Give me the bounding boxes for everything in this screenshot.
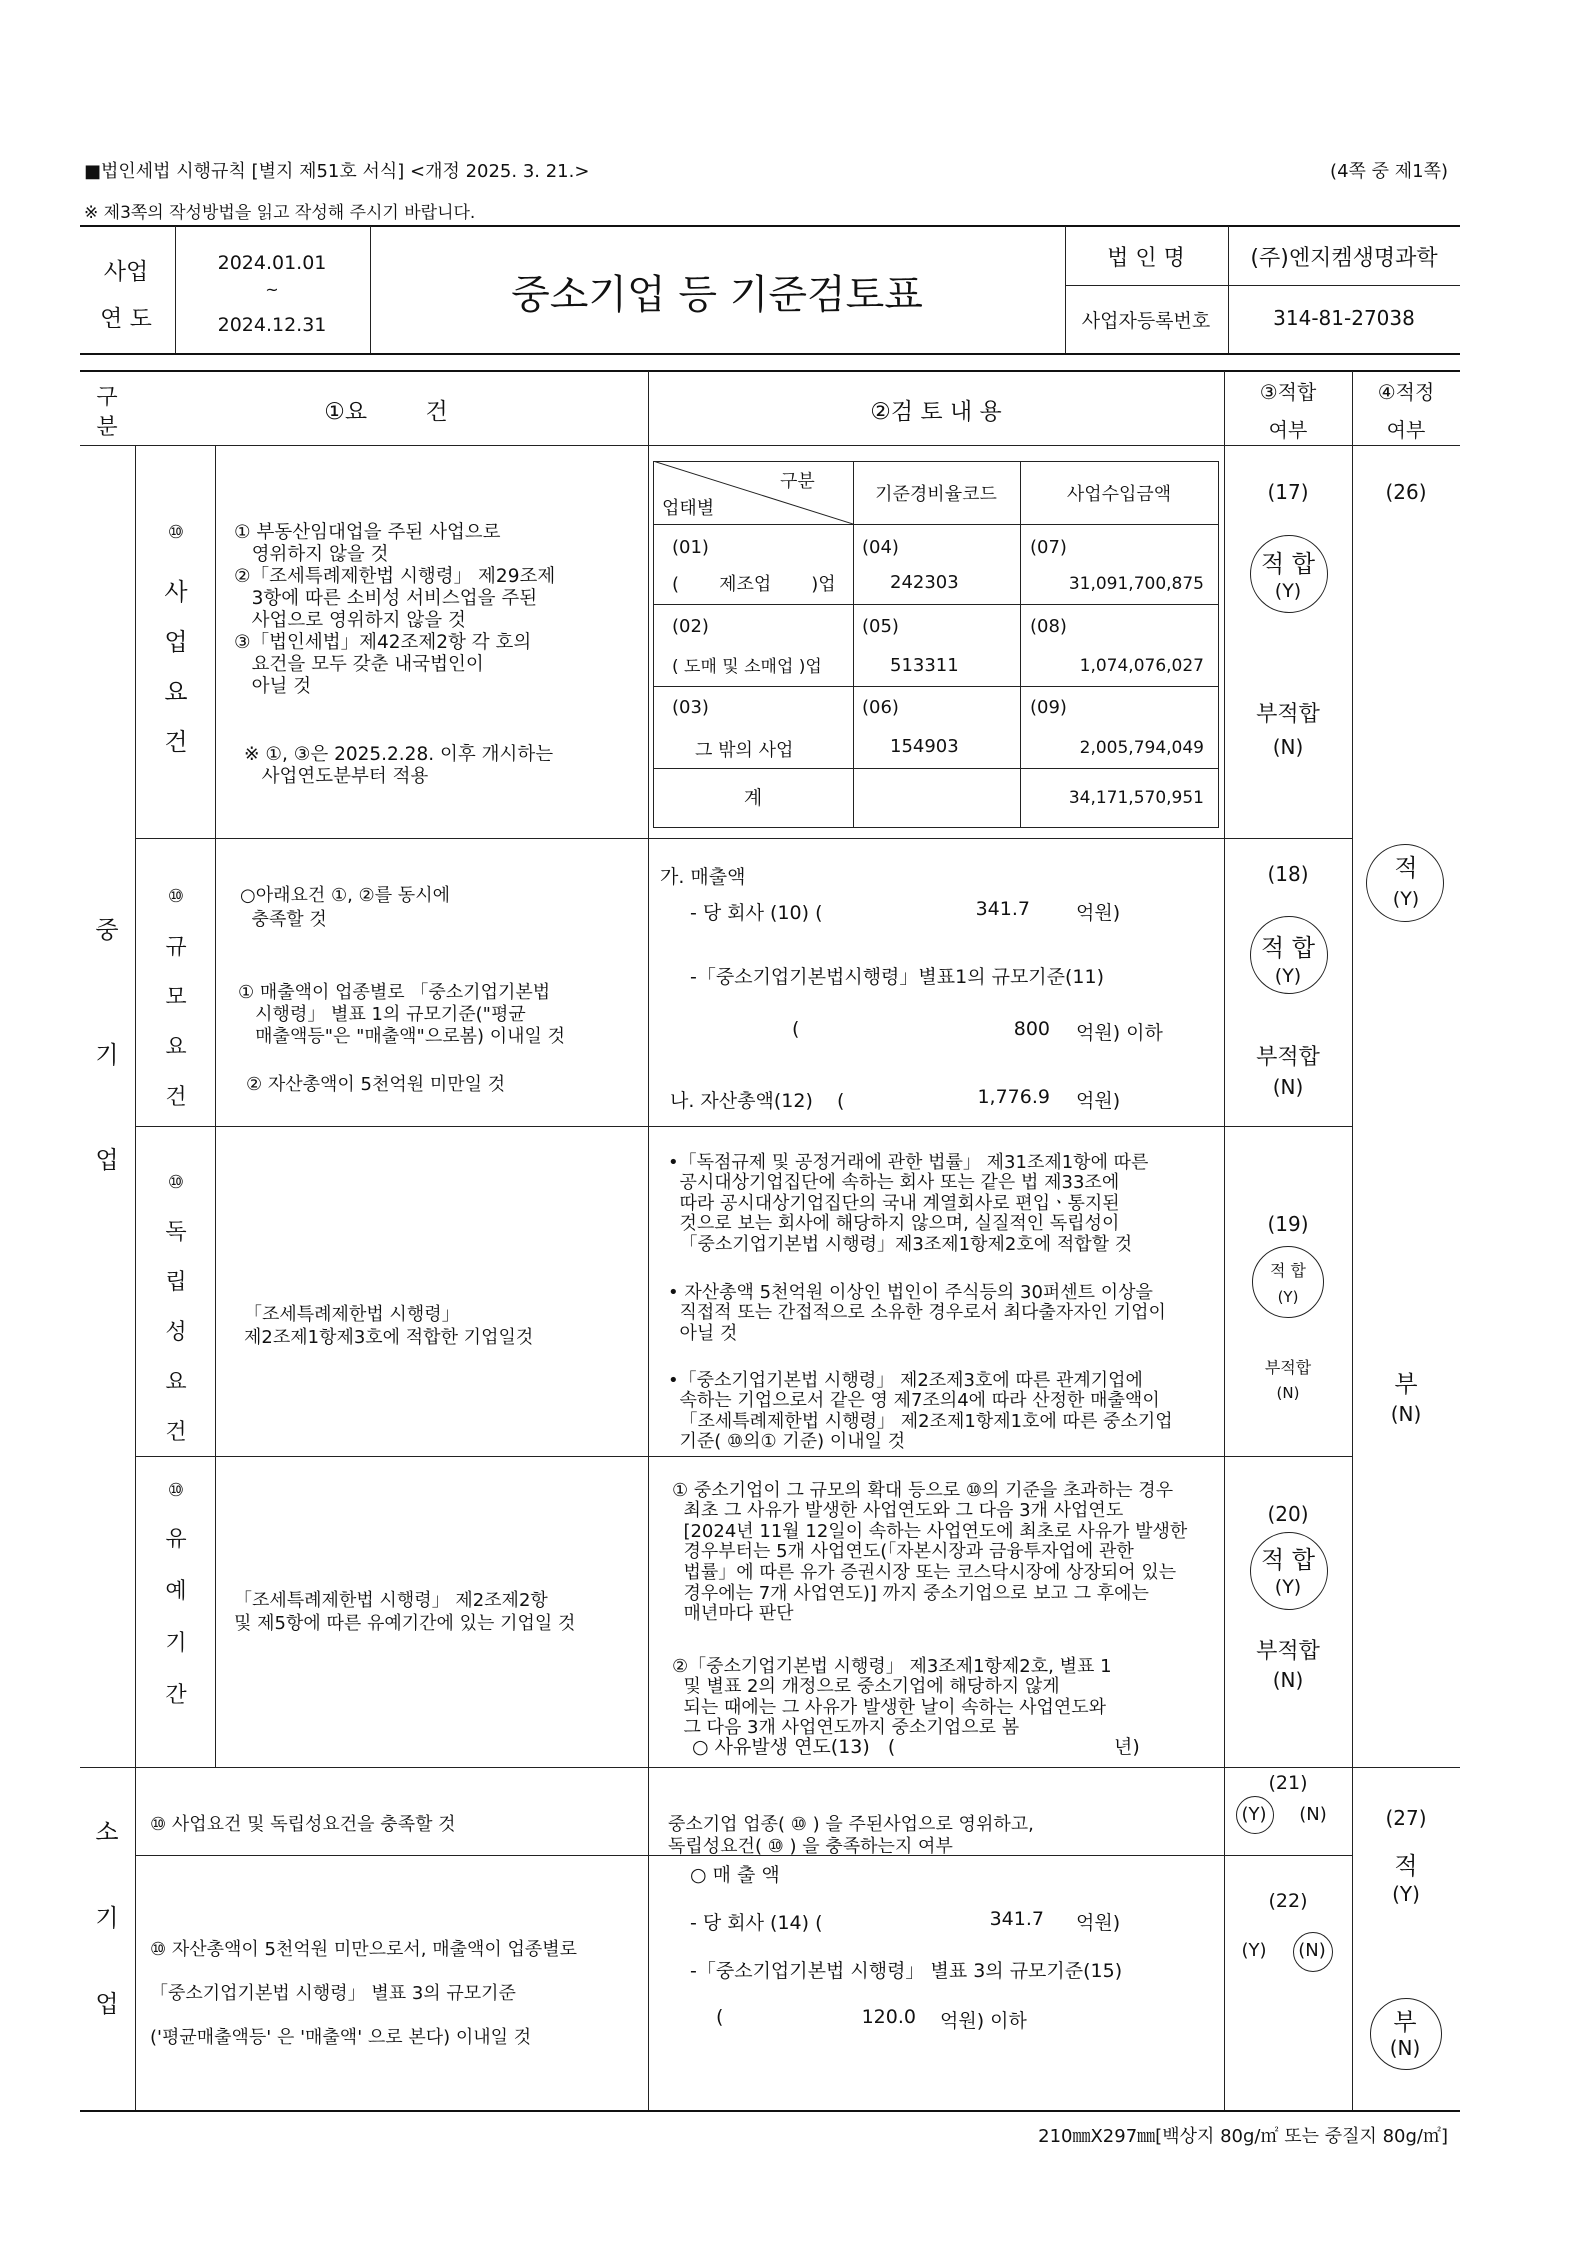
row104-review-3-unit: 년) (1114, 1736, 1140, 1758)
row103-number: ⑩ (167, 1172, 185, 1193)
row102-fit: 적 합 (1261, 934, 1315, 962)
row102-fit-number: (18) (1267, 862, 1309, 886)
row104-label-2: 예 (165, 1579, 187, 1604)
reg-no-label: 사업자등록번호 (1081, 310, 1211, 332)
col-requirements: ①요 건 (324, 399, 448, 425)
period-end: 2024.12.31 (217, 314, 327, 336)
sme-appropriate-y: (Y) (1392, 888, 1420, 910)
form-reference: ■법인세법 시행규칙 [별지 제51호 서식] <개정 2025. 3. 21.> (84, 161, 590, 182)
row104-review-2: ②「중소기업기본법 시행령」 제3조제1항제2호, 별표 1 및 별표 2의 개정으로 중소기업에 해당하지 않게 되는 때에는 그 사유가 발생한 날이 속하는 사업연도와 그 다음 3개 사업연도까지 중소기업으로 봄 (672, 1655, 1112, 1739)
table-diag-top: 구분 (780, 471, 815, 492)
row104-unfit-n: (N) (1272, 1668, 1304, 1692)
row102-review-b-value: 1,776.9 (977, 1086, 1050, 1108)
row102-req-1: ① 매출액이 업종별로 「중소기업기본법 시행령」 별표 1의 규모기준("평균 매출액등"은 "매출액"으로봄) 이내일 것 (238, 982, 566, 1047)
row102-fit-y: (Y) (1274, 965, 1302, 987)
row106-review-a1-value: 341.7 (989, 1908, 1044, 1930)
notice: ※ 제3쪽의 작성방법을 읽고 작성해 주시기 바랍니다. (84, 203, 476, 223)
row102-label-4: 건 (165, 1085, 187, 1110)
row106-review-a: ○ 매 출 액 (690, 1864, 780, 1886)
table-row3-no3: (09) (1030, 697, 1067, 718)
row104-fit-y: (Y) (1274, 1576, 1302, 1598)
table-row2-business: ( 도매 및 소매업 )업 (672, 657, 822, 677)
col-fit-2: 여부 (1268, 418, 1308, 442)
corp-name-label: 법 인 명 (1107, 246, 1185, 271)
row104-label-4: 간 (165, 1683, 187, 1708)
row101-number: ⑩ (167, 522, 185, 543)
row102-review-a3-unit: 억원) 이하 (1076, 1022, 1163, 1044)
table-row1-code: 242303 (890, 572, 959, 593)
table-row2-no1: (02) (672, 616, 709, 637)
row102-review-b-unit: 억원) (1076, 1090, 1121, 1112)
row103-fit: 적 합 (1270, 1261, 1306, 1280)
row106-review-a1-unit: 억원) (1076, 1912, 1121, 1934)
document-title: 중소기업 등 기준검토표 (511, 272, 923, 318)
row103-fit-number: (19) (1267, 1212, 1309, 1236)
period-tilde: ~ (265, 280, 279, 299)
row104-fit: 적 합 (1261, 1546, 1315, 1574)
table-row1-amount: 31,091,700,875 (1068, 574, 1204, 594)
section-small-char-1: 소 (95, 1818, 119, 1846)
section-sme-char-3: 업 (95, 1146, 119, 1174)
row105-requirement: ⑩ 사업요건 및 독립성요건을 충족할 것 (150, 1814, 456, 1835)
row104-fit-number: (20) (1267, 1502, 1309, 1526)
row102-review-a2: -「중소기업기본법시행령」별표1의 규모기준(11) (690, 966, 1105, 988)
year-label-2: 연 도 (100, 306, 152, 332)
row103-label-1: 독 (165, 1220, 187, 1245)
col-appropriate-2: 여부 (1386, 418, 1426, 442)
row106-fit-number: (22) (1268, 1890, 1308, 1912)
row101-unfit-n: (N) (1272, 735, 1304, 759)
row104-review-3: ○ 사유발생 연도(13) ( (692, 1736, 896, 1758)
table-row2-amount: 1,074,076,027 (1079, 656, 1204, 676)
row103-unfit-n: (N) (1276, 1384, 1300, 1402)
period-start: 2024.01.01 (217, 252, 327, 274)
row102-review-a3-value: 800 (1013, 1018, 1050, 1040)
row101-label-3: 요 (164, 678, 188, 706)
row102-review-a1-value: 341.7 (975, 898, 1030, 920)
row103-label-2: 립 (165, 1270, 187, 1295)
col-appropriate-1: ④적정 (1377, 380, 1435, 404)
row104-requirements: 「조세특례제한법 시행령」 제2조제2항 및 제5항에 따른 유예기간에 있는 기업일 것 (234, 1590, 576, 1634)
sme-appropriate-fit: 적 (1394, 854, 1418, 882)
row103-fit-y: (Y) (1277, 1288, 1299, 1306)
row106-requirement: ⑩ 자산총액이 5천억원 미만으로서, 매출액이 업종별로 「중소기업기본법 시행령」 별표 3의 규모기준 ('평균매출액등' 은 '매출액' 으로 본다) 이내일 것 (150, 1939, 578, 2048)
row105-fit-number: (21) (1268, 1772, 1308, 1794)
table-row3-business: 그 밖의 사업 (695, 740, 794, 761)
row102-label-1: 규 (165, 935, 187, 960)
row102-unfit-n: (N) (1272, 1075, 1304, 1099)
row101-fit: 적 합 (1261, 550, 1315, 578)
table-diag-bottom: 업태별 (662, 498, 715, 519)
table-row2-no3: (08) (1030, 616, 1067, 637)
row106-y: (Y) (1241, 1940, 1267, 1961)
row101-fit-number: (17) (1267, 480, 1309, 504)
row103-label-3: 성 (165, 1320, 187, 1345)
sme-appropriate-n: (N) (1390, 1402, 1422, 1426)
small-appropriate-no: (27) (1385, 1806, 1427, 1830)
row104-label-3: 기 (165, 1631, 187, 1656)
row101-requirements: ① 부동산임대업을 주된 사업으로 영위하지 않을 것 ②「조세특례제한법 시행령」 제29조제 3항에 따른 소비성 서비스업을 주된 사업으로 영위하지 않을 것 ③「법인세법」제42조제2항 각 호의 요건을 모두 갖춘 내국법인이 아닐 것 (234, 522, 556, 697)
row101-label-2: 업 (164, 628, 188, 656)
row102-review-a1-unit: 억원) (1076, 902, 1121, 924)
row104-number: ⑩ (167, 1480, 185, 1501)
paper-spec: 210㎜X297㎜[백상지 80g/㎡ 또는 중질지 80g/㎡] (1038, 2126, 1448, 2147)
reg-no: 314-81-27038 (1273, 306, 1415, 330)
col-category-2: 분 (96, 415, 118, 440)
sme-appropriate-unfit: 부 (1394, 1370, 1418, 1398)
row106-review-a3-unit: 억원) 이하 (940, 2010, 1027, 2032)
row103-review-1: •「독점규제 및 공정거래에 관한 법률」 제31조제1항에 따른 공시대상기업집단에 속하는 회사 또는 같은 법 제33조에 따라 공시대상기업집단의 국내 계열회사로 편입ㆍ통지된 것으로 보는 회사에 해당하지 않으며, 실질적인 독립성이 「중소기업기본법 시행령」제3조제1항제2호에 적합할 것 (668, 1151, 1149, 1255)
table-col-code: 기준경비율코드 (875, 484, 997, 505)
small-appropriate-n: (N) (1389, 2036, 1421, 2060)
section-sme-char-2: 기 (95, 1041, 119, 1069)
row104-label-1: 유 (165, 1527, 187, 1552)
row106-review-a2: -「중소기업기본법 시행령」 별표 3의 규모기준(15) (690, 1960, 1123, 1982)
row104-unfit: 부적합 (1256, 1639, 1320, 1664)
table-col-income: 사업수입금액 (1066, 484, 1172, 505)
section-small-char-3: 업 (95, 1990, 119, 2018)
col-fit-1: ③적합 (1259, 380, 1317, 404)
small-appropriate-fit: 적 (1394, 1852, 1418, 1880)
row103-review-2: • 자산총액 5천억원 이상인 법인이 주식등의 30퍼센트 이상을 직접적 또는 간접적으로 소유한 경우로서 최다출자자인 기업이 아닐 것 (668, 1281, 1166, 1344)
row105-n: (N) (1299, 1804, 1327, 1825)
row101-label-1: 사 (164, 578, 188, 606)
row102-review-a3-open: ( (792, 1018, 800, 1040)
row106-review-a3-value: 120.0 (861, 2006, 916, 2028)
row102-intro: ○아래요건 ①, ②를 동시에 충족할 것 (240, 885, 450, 930)
row103-label-4: 요 (165, 1370, 187, 1395)
row105-y: (Y) (1241, 1804, 1267, 1825)
row103-requirements: 「조세특례제한법 시행령」 제2조제1항제3호에 적합한 기업일것 (244, 1304, 534, 1348)
row106-n: (N) (1298, 1940, 1326, 1961)
row103-unfit: 부적합 (1264, 1358, 1312, 1377)
corp-name: (주)엔지켐생명과학 (1250, 246, 1438, 271)
row102-review-b-label: 나. 자산총액(12) ( (670, 1090, 845, 1112)
section-sme-char-1: 중 (95, 916, 119, 944)
table-total-amount: 34,171,570,951 (1068, 788, 1204, 808)
table-row1-no2: (04) (862, 537, 899, 558)
table-row1-business: ( 제조업 )업 (672, 574, 836, 595)
row102-label-2: 모 (165, 985, 187, 1010)
table-row2-code: 513311 (890, 655, 959, 676)
table-row3-code: 154903 (890, 736, 959, 757)
table-total-label: 계 (743, 787, 763, 809)
year-label-1: 사업 (103, 259, 149, 285)
col-review: ②검 토 내 용 (870, 399, 1002, 425)
row101-unfit: 부적합 (1256, 702, 1320, 727)
table-row3-no1: (03) (672, 697, 709, 718)
row105-review: 중소기업 업종( ⑩ ) 을 주된사업으로 영위하고, 독립성요건( ⑩ ) 을 충족하는지 여부 (668, 1814, 1034, 1857)
row102-unfit: 부적합 (1256, 1045, 1320, 1070)
table-row1-no1: (01) (672, 537, 709, 558)
row101-label-4: 건 (164, 728, 188, 756)
row102-review-a1-label: - 당 회사 (10) ( (690, 902, 823, 924)
row106-review-a1-label: - 당 회사 (14) ( (690, 1912, 823, 1934)
row101-fit-y: (Y) (1274, 580, 1302, 602)
row103-review-3: •「중소기업기본법 시행령」 제2조제3호에 따른 관계기업에 속하는 기업으로서 같은 영 제7조의4에 따라 산정한 매출액이 「조세특례제한법 시행령」 제2조제1항제1호에 따른 중소기업 기준( ⑩의① 기준) 이내일 것 (668, 1369, 1173, 1452)
table-row3-amount: 2,005,794,049 (1079, 738, 1204, 758)
row106-review-a3-open: ( (716, 2006, 724, 2028)
page-info: (4쪽 중 제1쪽) (1330, 161, 1448, 182)
row104-review-1: ① 중소기업이 그 규모의 확대 등으로 ⑩의 기준을 초과하는 경우 최초 그 사유가 발생한 사업연도와 그 다음 3개 사업연도 [2024년 11월 12일이 속하는 사업연도에 최초로 사유가 발생한 경우부터는 5개 사업연도(「자본시장과 금융투자업에 관한 법률」에 따른 유가 증권시장 또는 코스닥시장에 상장되어 있는 경우에는 7개 사업연도)] 까지 중소기업으로 보고 그 후에는 매년마다 판단 (672, 1479, 1188, 1625)
row101-note: ※ ①, ③은 2025.2.28. 이후 개시하는 사업연도분부터 적용 (244, 744, 554, 787)
row102-label-3: 요 (165, 1035, 187, 1060)
small-appropriate-unfit: 부 (1393, 2008, 1417, 2036)
small-appropriate-y: (Y) (1392, 1882, 1420, 1906)
row103-label-5: 건 (165, 1420, 187, 1445)
sme-appropriate-no: (26) (1385, 480, 1427, 504)
row102-number: ⑩ (167, 886, 185, 907)
section-small-char-2: 기 (95, 1904, 119, 1932)
row102-review-a: 가. 매출액 (660, 866, 746, 888)
circle-mark (1252, 1246, 1324, 1318)
table-row3-no2: (06) (862, 697, 899, 718)
table-row2-no2: (05) (862, 616, 899, 637)
table-row1-no3: (07) (1030, 537, 1067, 558)
row102-req-2: ② 자산총액이 5천억원 미만일 것 (246, 1074, 506, 1095)
col-category-1: 구 (96, 385, 118, 410)
